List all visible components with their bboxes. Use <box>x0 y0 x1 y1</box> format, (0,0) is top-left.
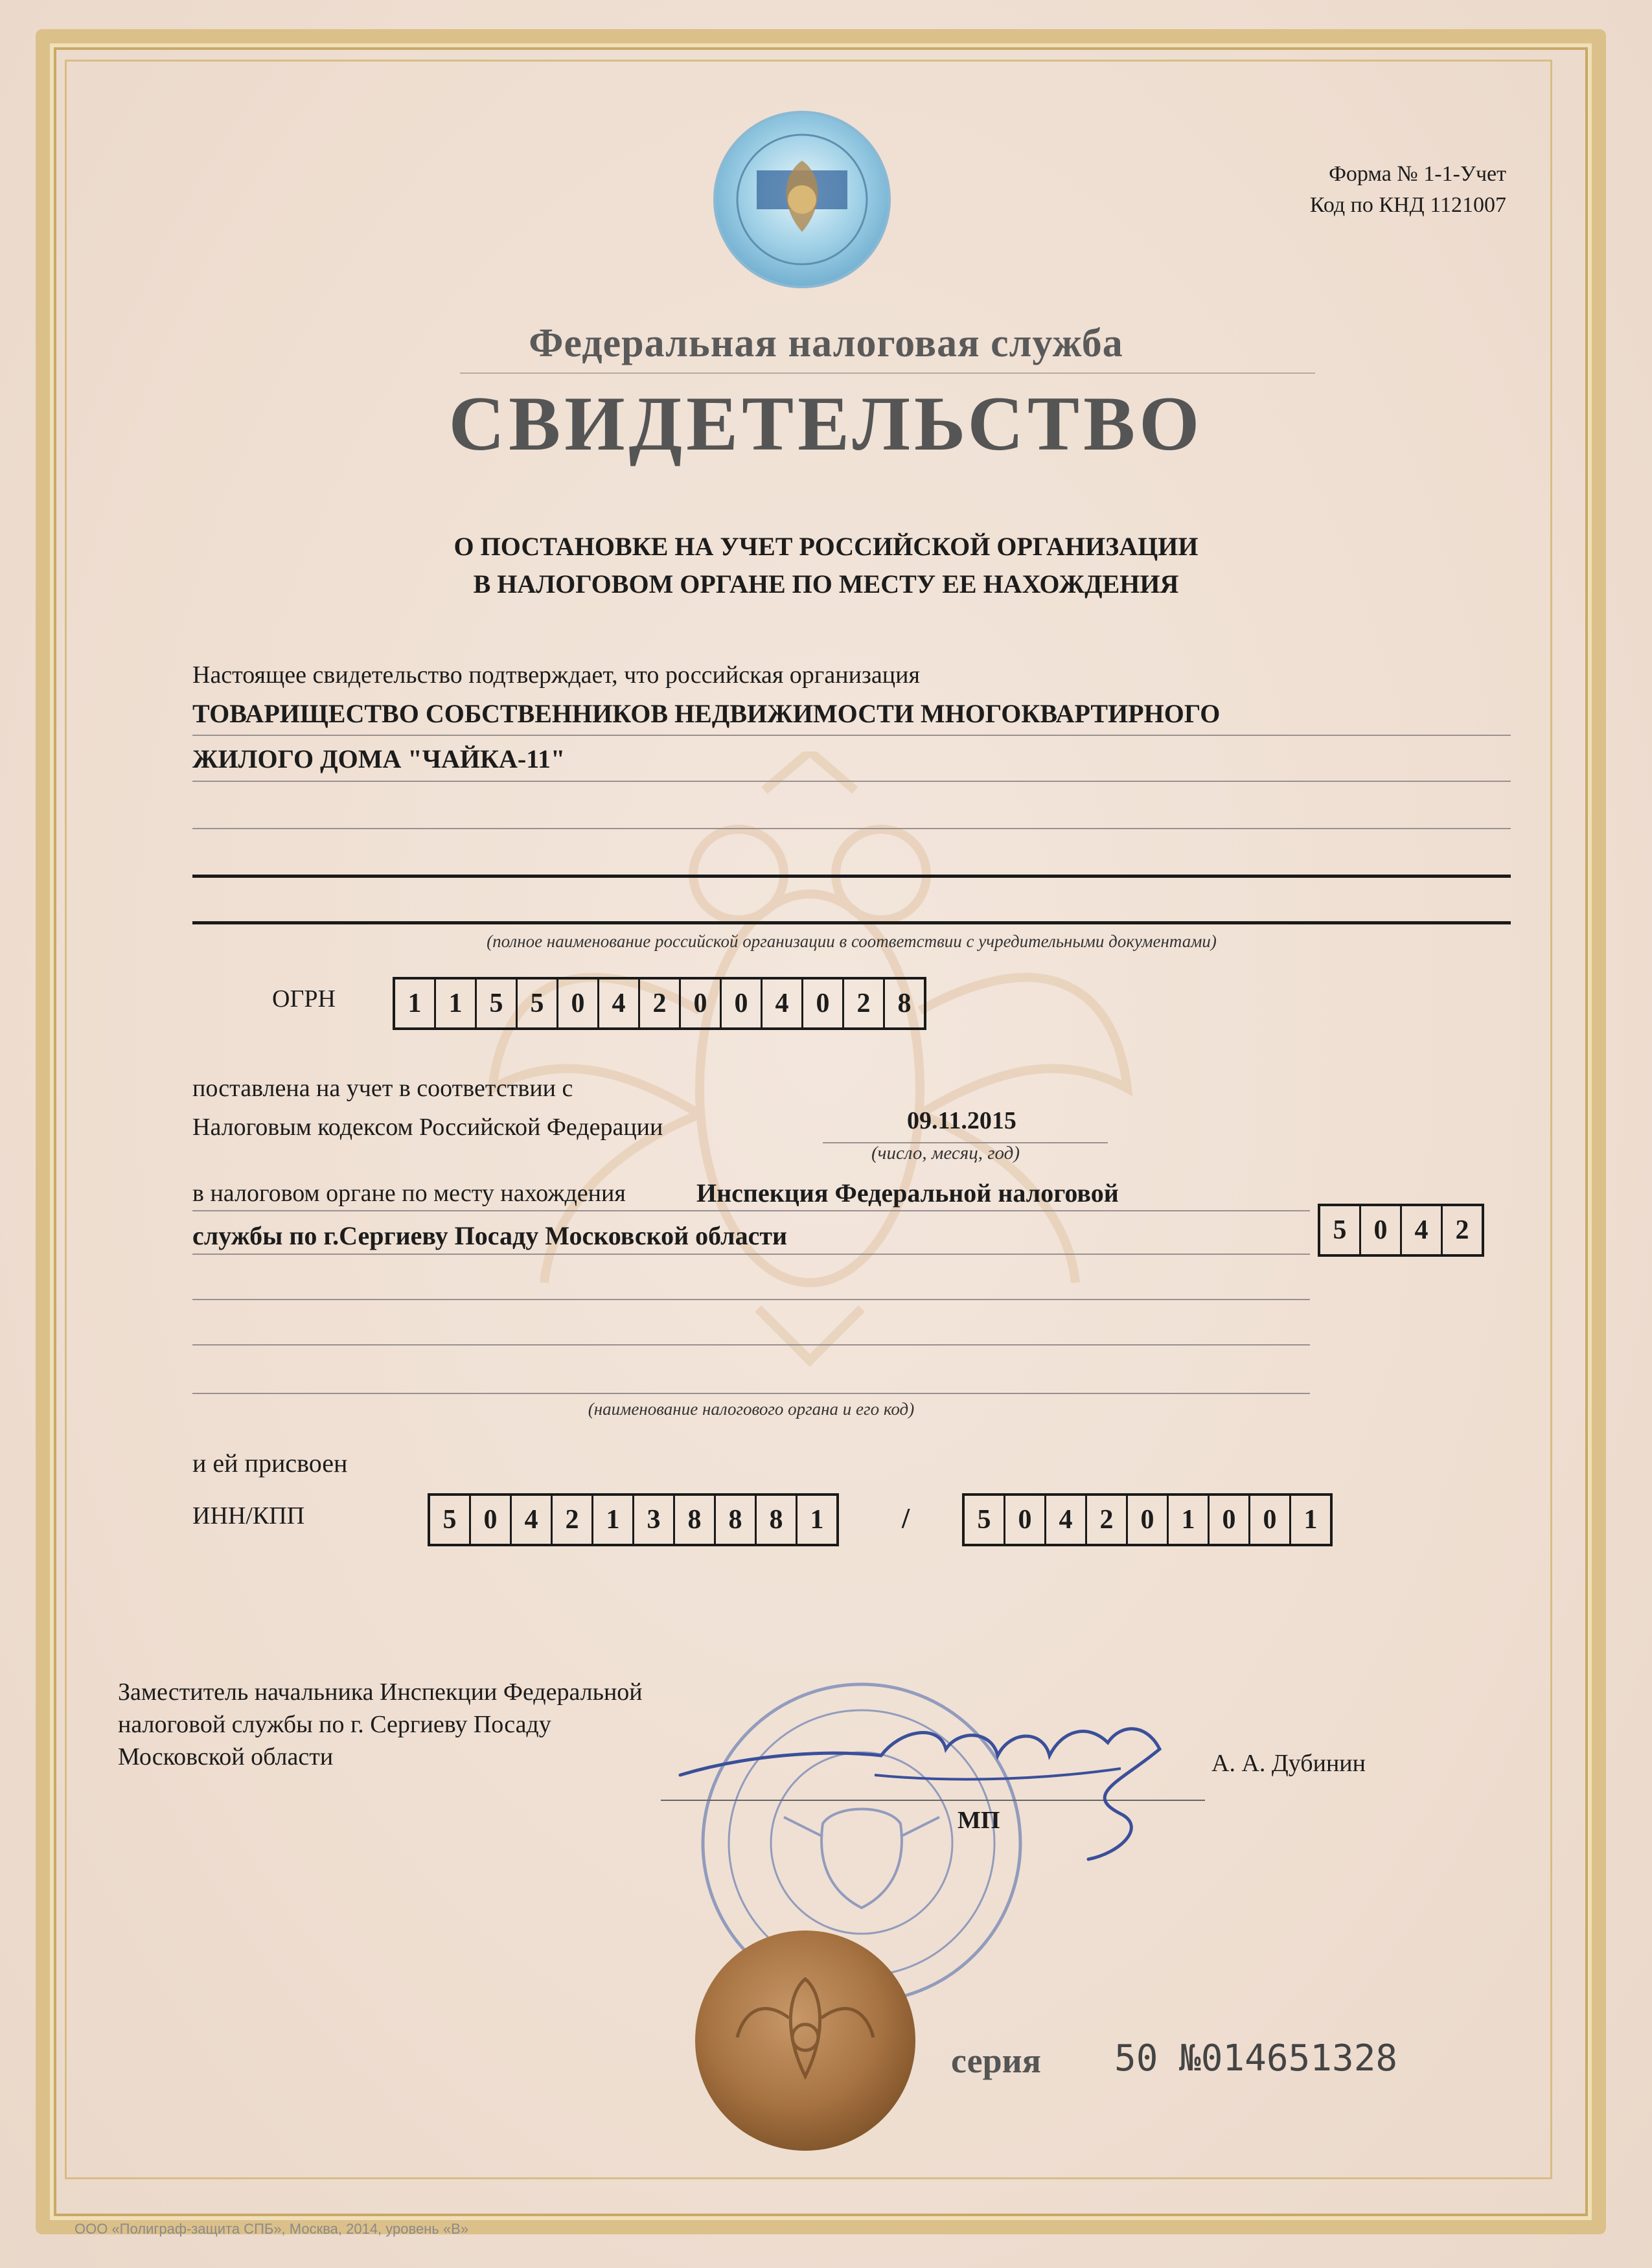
gold-seal-icon <box>692 1927 919 2154</box>
organization-line-3 <box>192 828 1511 829</box>
subtitle-line-1: О ПОСТАНОВКЕ НА УЧЕТ РОССИЙСКОЙ ОРГАНИЗАЦИИ <box>453 532 1199 561</box>
kpp-digit: 5 <box>965 1496 1005 1544</box>
agency-underline <box>460 372 1315 374</box>
authority-line-3 <box>192 1299 1310 1300</box>
ogrn-digit: 5 <box>477 979 518 1027</box>
ogrn-digit: 5 <box>518 979 558 1027</box>
ogrn-digit: 0 <box>558 979 599 1027</box>
authority-line-4 <box>192 1344 1310 1346</box>
signatory-position-line-3: Московской области <box>118 1743 334 1770</box>
kpp-digit: 0 <box>1250 1496 1291 1544</box>
kpp-digit: 1 <box>1303 1505 1318 1535</box>
authority-prefix: в налоговом органе по месту нахождения <box>192 1180 626 1207</box>
authority-line-2 <box>192 1254 1310 1255</box>
authority-name-line-1: Инспекция Федеральной налоговой <box>696 1178 1119 1208</box>
organization-name-line-2: ЖИЛОГО ДОМА "ЧАЙКА-11" <box>192 744 566 773</box>
eagle-watermark-icon <box>453 751 1166 1367</box>
ogrn-digits <box>393 977 926 1030</box>
organization-intro: Настоящее свидетельство подтверждает, что российская организация <box>192 661 920 689</box>
inn-digit: 8 <box>716 1496 757 1544</box>
assigned-label: и ей присвоен <box>192 1449 348 1478</box>
organization-caption: (полное наименование российской организации в соответствии с учредительными документами) <box>487 932 1217 951</box>
kpp-digit: 4 <box>1046 1496 1087 1544</box>
ogrn-digit: 1 <box>395 979 436 1027</box>
organization-line-1 <box>192 735 1511 736</box>
ogrn-label: ОГРН <box>272 985 336 1013</box>
signatory-name: А. А. Дубинин <box>1211 1750 1366 1777</box>
organization-name-line-1: ТОВАРИЩЕСТВО СОБСТВЕННИКОВ НЕДВИЖИМОСТИ МНОГОКВАРТИРНОГО <box>192 699 1221 728</box>
inn-digit: 0 <box>471 1496 512 1544</box>
organization-line-2 <box>192 781 1511 782</box>
authority-code-digits <box>1318 1204 1484 1257</box>
inn-digits <box>428 1493 839 1546</box>
ogrn-digit: 0 <box>681 979 722 1027</box>
inn-digit: 4 <box>512 1496 553 1544</box>
subtitle-line-2: В НАЛОГОВОМ ОРГАНЕ ПО МЕСТУ ЕЕ НАХОЖДЕНИЯ <box>473 569 1179 599</box>
serial-number: №014651328 <box>1179 2037 1398 2079</box>
authority-code-digit: 5 <box>1320 1206 1361 1254</box>
authority-name-line-2: службы по г.Сергиеву Посаду Московской области <box>192 1221 788 1250</box>
serial-label: серия <box>951 2041 1041 2080</box>
printer-credit: ООО «Полиграф-защита СПБ», Москва, 2014, уровень «В» <box>75 2221 469 2237</box>
ogrn-digit: 2 <box>844 979 885 1027</box>
hologram-emblem-icon <box>711 109 893 290</box>
serial-series: 50 <box>1114 2037 1158 2079</box>
inn-digit: 1 <box>593 1496 634 1544</box>
ogrn-digit: 2 <box>640 979 681 1027</box>
kpp-digit: 0 <box>1128 1496 1169 1544</box>
form-number: Форма № 1-1-Учет <box>1329 162 1506 186</box>
kpp-digit: 0 <box>1005 1496 1046 1544</box>
agency-name: Федеральная налоговая служба <box>529 321 1123 365</box>
kpp-digit: 1 <box>1169 1496 1210 1544</box>
organization-line-5 <box>192 921 1511 924</box>
authority-code-digit: 4 <box>1402 1206 1443 1254</box>
inn-digit: 8 <box>675 1496 716 1544</box>
ogrn-digit: 4 <box>599 979 640 1027</box>
ogrn-digit: 1 <box>436 979 477 1027</box>
inn-digit: 1 <box>810 1505 824 1535</box>
document-title: СВИДЕТЕЛЬСТВО <box>448 380 1204 466</box>
authority-code-digit: 0 <box>1361 1206 1402 1254</box>
authority-code-digit: 2 <box>1455 1215 1469 1245</box>
registration-line-1: поставлена на учет в соответствии с <box>192 1075 573 1102</box>
kpp-digits <box>962 1493 1333 1546</box>
kpp-digit: 0 <box>1210 1496 1250 1544</box>
inn-kpp-label: ИНН/КПП <box>192 1502 305 1529</box>
ogrn-digit: 4 <box>763 979 803 1027</box>
date-caption: (число, месяц, год) <box>871 1143 1020 1163</box>
form-knd-code: Код по КНД 1121007 <box>1309 193 1506 217</box>
inn-digit: 8 <box>757 1496 797 1544</box>
signatory-position-line-1: Заместитель начальника Инспекции Федеральной <box>118 1678 643 1706</box>
registration-line-2: Налоговым кодексом Российской Федерации <box>192 1114 663 1141</box>
ogrn-digit: 0 <box>722 979 763 1027</box>
organization-line-4 <box>192 875 1511 878</box>
inn-digit: 5 <box>430 1496 471 1544</box>
inn-kpp-separator: / <box>902 1502 910 1534</box>
ogrn-digit: 0 <box>803 979 844 1027</box>
signature-icon <box>667 1684 1199 1866</box>
registration-date: 09.11.2015 <box>907 1107 1016 1134</box>
mp-label: МП <box>958 1807 1000 1834</box>
inn-digit: 2 <box>553 1496 593 1544</box>
authority-line-1 <box>192 1210 1310 1211</box>
ogrn-digit: 8 <box>897 989 912 1018</box>
authority-line-5 <box>192 1393 1310 1394</box>
kpp-digit: 2 <box>1087 1496 1128 1544</box>
inn-digit: 3 <box>634 1496 675 1544</box>
signatory-position-line-2: налоговой службы по г. Сергиеву Посаду <box>118 1711 551 1738</box>
authority-caption: (наименование налогового органа и его код) <box>588 1399 915 1419</box>
